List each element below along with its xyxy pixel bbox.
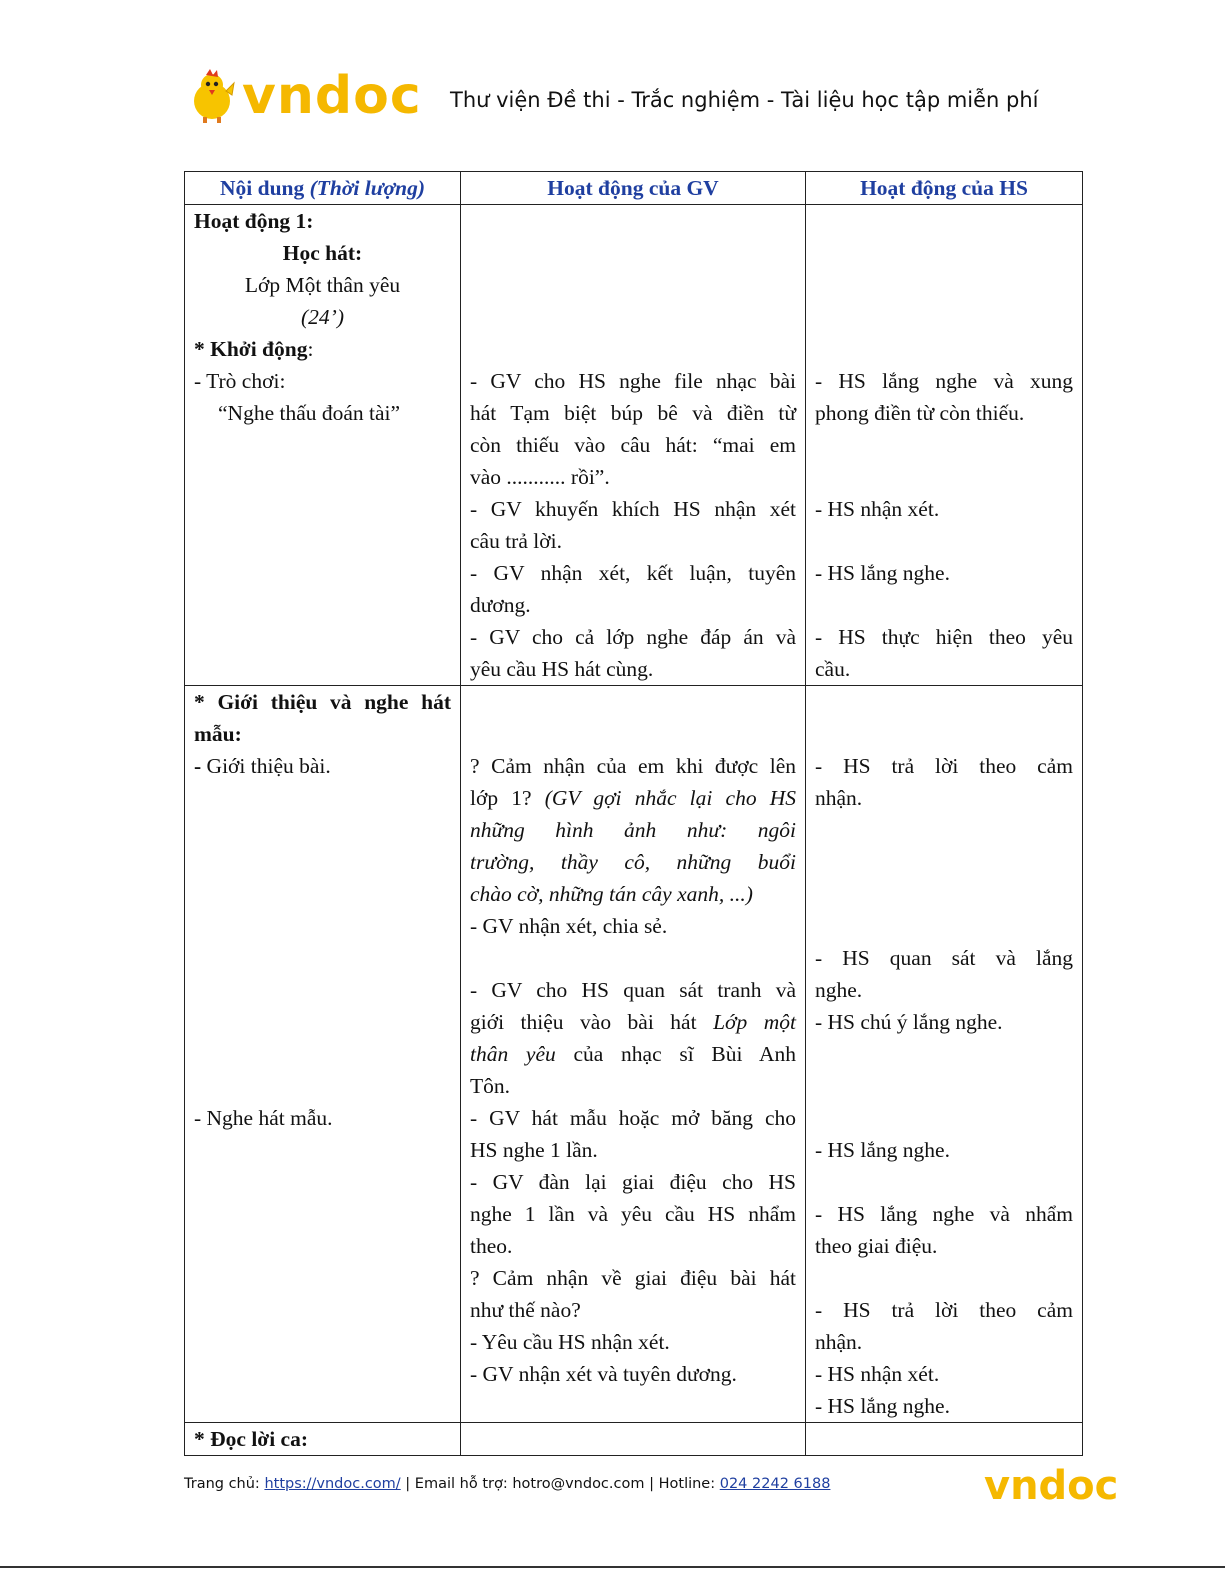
column-header-teacher: Hoạt động của GV xyxy=(461,172,806,205)
homepage-link[interactable]: https://vndoc.com/ xyxy=(264,1476,401,1492)
teacher-cell: - GV cho HS nghe file nhạc bài hát Tạm biệt búp bê và điền từ còn thiếu vào câu hát: “mai em vào ........... rồi”. - GV khuyến khích HS nhận xét câu trả lời. - GV nhận xét, kết luận, tuyên dương. - GV cho cả lớp nghe đáp án và yêu cầu HS hát cùng. xyxy=(461,205,806,686)
support-email: hotro@vndoc.com xyxy=(512,1476,645,1492)
column-header-student: Hoạt động của HS xyxy=(806,172,1083,205)
page-header xyxy=(188,66,1068,136)
intro-label: - Giới thiệu bài. xyxy=(194,754,331,778)
game-label: - Trò chơi: xyxy=(194,369,286,393)
vndoc-logo[interactable] xyxy=(188,66,422,126)
table-row xyxy=(185,686,1083,1423)
duration: (24’) xyxy=(301,305,344,329)
section-title: Học hát: xyxy=(282,241,363,265)
section-title: * Giới thiệu và nghe hát xyxy=(194,690,451,714)
table-row xyxy=(185,205,1083,686)
section-title: * Đọc lời ca: xyxy=(194,1427,308,1451)
teacher-cell xyxy=(461,1423,806,1456)
game-name: “Nghe thấu đoán tài” xyxy=(218,401,401,425)
footer-logo: vndoc xyxy=(984,1463,1119,1509)
logo-wordmark: vndoc xyxy=(242,66,422,126)
table-row xyxy=(185,1423,1083,1456)
page-bottom-divider xyxy=(0,1566,1225,1568)
content-cell xyxy=(185,1423,461,1456)
student-cell xyxy=(806,1423,1083,1456)
listen-sample-label: - Nghe hát mẫu. xyxy=(194,1106,333,1130)
hotline-link[interactable]: 024 2242 6188 xyxy=(719,1476,831,1492)
chick-mascot-icon xyxy=(188,69,236,123)
content-cell: * Giới thiệu và nghe hát mẫu: - Giới thiệu bài. - Nghe hát mẫu. xyxy=(185,686,461,1423)
warmup-heading: * Khởi động: xyxy=(194,337,314,361)
footer-contact: Trang chủ: https://vndoc.com/ | Email hỗ trợ: hotro@vndoc.com | Hotline: 024 2242 6188 xyxy=(184,1476,831,1492)
page-footer xyxy=(184,1463,1124,1524)
song-title: Lớp Một thân yêu xyxy=(244,273,401,297)
student-cell: - HS lắng nghe và xung phong điền từ còn thiếu. - HS nhận xét. - HS lắng nghe. - HS thực hiện theo yêu cầu. xyxy=(806,205,1083,686)
student-cell: - HS trả lời theo cảm nhận. - HS quan sát và lắng nghe. - HS chú ý lắng nghe. - HS lắng nghe. - HS lắng nghe và nhẩm theo giai điệu. - HS trả lời theo cảm nhận. - HS nhận xét. - HS lắng nghe. xyxy=(806,686,1083,1423)
column-header-content: Nội dung (Thời lượng) xyxy=(185,172,461,205)
content-cell xyxy=(185,205,461,686)
table-header-row xyxy=(185,172,1083,205)
teacher-cell: ? Cảm nhận của em khi được lên lớp 1? (GV gợi nhắc lại cho HS những hình ảnh như: ngôi trường, thầy cô, những buổi chào cờ, những tán cây xanh, ...) - GV nhận xét, chia sẻ. - GV cho HS quan sát tranh và giới thiệu vào bài hát Lớp một thân yêu của nhạc sĩ Bùi Anh Tôn. - GV hát mẫu hoặc mở băng cho HS nghe 1 lần. - GV đàn lại giai điệu cho HS nghe 1 lần và yêu cầu HS nhẩm theo. ? Cảm nhận về giai điệu bài hát như thế nào? - Yêu cầu HS nhận xét. - GV nhận xét và tuyên dương. xyxy=(461,686,806,1423)
activity-title: Hoạt động 1: xyxy=(194,209,314,233)
site-tagline: Thư viện Đề thi - Trắc nghiệm - Tài liệu học tập miễn phí xyxy=(450,88,1039,112)
lesson-plan-table xyxy=(184,171,1083,1456)
